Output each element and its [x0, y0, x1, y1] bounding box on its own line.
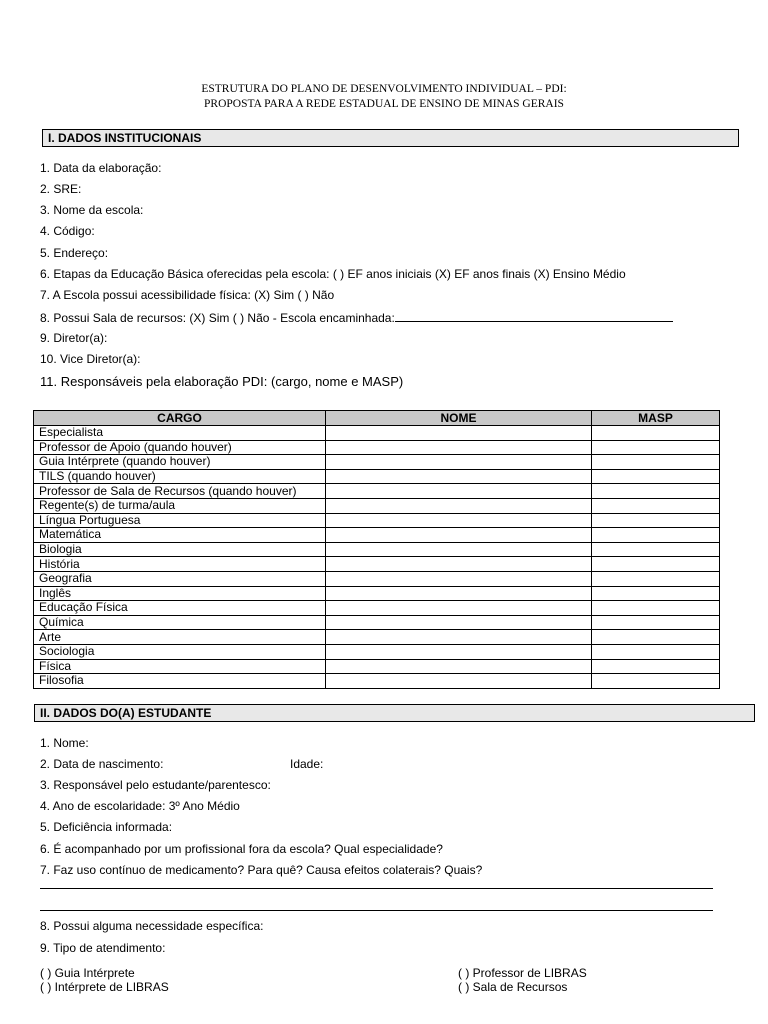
cell-masp[interactable] [592, 630, 720, 645]
cell-masp[interactable] [592, 513, 720, 528]
cell-cargo: Química [34, 615, 326, 630]
table-row [34, 615, 720, 630]
table-row [34, 630, 720, 645]
cell-cargo: Matemática [34, 528, 326, 543]
field-acompanhamento[interactable]: 6. É acompanhado por um profissional fora da escola? Qual especialidade? [40, 842, 443, 856]
cell-masp[interactable] [592, 542, 720, 557]
section-heading-student: II. DADOS DO(A) ESTUDANTE [34, 704, 755, 722]
escola-encaminhada-blank[interactable] [395, 310, 673, 322]
cell-cargo: Regente(s) de turma/aula [34, 498, 326, 513]
cell-nome[interactable] [326, 630, 592, 645]
cell-nome[interactable] [326, 498, 592, 513]
field-medicamento[interactable]: 7. Faz uso contínuo de medicamento? Para quê? Causa efeitos colaterais? Quais? [40, 863, 483, 877]
table-row [34, 674, 720, 689]
table-row [34, 498, 720, 513]
cell-masp[interactable] [592, 455, 720, 470]
cell-masp[interactable] [592, 601, 720, 616]
table-row [34, 586, 720, 601]
cell-nome[interactable] [326, 469, 592, 484]
option-professor-libras[interactable]: ( ) Professor de LIBRAS [458, 966, 587, 980]
table-row [34, 644, 720, 659]
cell-masp[interactable] [592, 571, 720, 586]
cell-nome[interactable] [326, 674, 592, 689]
cell-nome[interactable] [326, 601, 592, 616]
cell-nome[interactable] [326, 659, 592, 674]
option-guia-interprete[interactable]: ( ) Guia Intérprete [40, 966, 135, 980]
cell-cargo: Educação Física [34, 601, 326, 616]
column-header-nome: NOME [326, 411, 592, 426]
cell-cargo: TILS (quando houver) [34, 469, 326, 484]
table-row [34, 484, 720, 499]
cell-masp[interactable] [592, 644, 720, 659]
table-row [34, 513, 720, 528]
field-sala-recursos-label: 8. Possui Sala de recursos: (X) Sim ( ) Não - Escola encaminhada: [40, 311, 395, 325]
field-responsavel[interactable]: 3. Responsável pelo estudante/parentesco: [40, 778, 271, 792]
cell-nome[interactable] [326, 542, 592, 557]
cell-cargo: Física [34, 659, 326, 674]
field-nome-escola[interactable]: 3. Nome da escola: [40, 203, 144, 217]
field-vice-diretor[interactable]: 10. Vice Diretor(a): [40, 352, 141, 366]
option-sala-recursos[interactable]: ( ) Sala de Recursos [458, 980, 568, 994]
field-necessidade-especifica[interactable]: 8. Possui alguma necessidade específica: [40, 919, 264, 933]
table-row [34, 601, 720, 616]
cell-nome[interactable] [326, 455, 592, 470]
field-tipo-atendimento: 9. Tipo de atendimento: [40, 941, 166, 955]
table-row [34, 455, 720, 470]
cell-masp[interactable] [592, 484, 720, 499]
field-data-elaboracao[interactable]: 1. Data da elaboração: [40, 161, 162, 175]
staff-table [33, 410, 720, 689]
field-responsaveis: 11. Responsáveis pela elaboração PDI: (cargo, nome e MASP) [40, 374, 404, 389]
field-ano-escolaridade[interactable]: 4. Ano de escolaridade: 3º Ano Médio [40, 799, 240, 813]
table-row [34, 440, 720, 455]
field-idade[interactable]: Idade: [290, 757, 324, 771]
cell-masp[interactable] [592, 586, 720, 601]
title-line-1: ESTRUTURA DO PLANO DE DESENVOLVIMENTO INDIVIDUAL – PDI: [201, 83, 567, 95]
cell-nome[interactable] [326, 644, 592, 659]
table-row [34, 542, 720, 557]
cell-masp[interactable] [592, 557, 720, 572]
cell-cargo: Professor de Sala de Recursos (quando houver) [34, 484, 326, 499]
cell-nome[interactable] [326, 513, 592, 528]
field-sala-recursos[interactable] [40, 310, 673, 326]
cell-masp[interactable] [592, 528, 720, 543]
answer-line-1[interactable] [40, 888, 713, 889]
option-interprete-libras[interactable]: ( ) Intérprete de LIBRAS [40, 980, 169, 994]
field-data-nascimento[interactable]: 2. Data de nascimento: [40, 757, 164, 771]
cell-cargo: Sociologia [34, 644, 326, 659]
cell-nome[interactable] [326, 571, 592, 586]
title-line-2: PROPOSTA PARA A REDE ESTADUAL DE ENSINO DE MINAS GERAIS [204, 98, 564, 110]
cell-cargo: Filosofia [34, 674, 326, 689]
cell-masp[interactable] [592, 674, 720, 689]
cell-masp[interactable] [592, 469, 720, 484]
cell-masp[interactable] [592, 615, 720, 630]
table-row [34, 469, 720, 484]
table-row [34, 426, 720, 441]
cell-masp[interactable] [592, 440, 720, 455]
field-endereco[interactable]: 5. Endereço: [40, 246, 109, 260]
cell-cargo: Geografia [34, 571, 326, 586]
document-title [0, 82, 768, 112]
column-header-masp: MASP [592, 411, 720, 426]
field-etapas[interactable]: 6. Etapas da Educação Básica oferecidas pela escola: ( ) EF anos iniciais (X) EF anos finais (X) Ensino Médio [40, 267, 626, 281]
table-row [34, 571, 720, 586]
field-acessibilidade[interactable]: 7. A Escola possui acessibilidade física: (X) Sim ( ) Não [40, 288, 335, 302]
field-sre[interactable]: 2. SRE: [40, 182, 82, 196]
table-header-row [34, 411, 720, 426]
cell-cargo: Especialista [34, 426, 326, 441]
cell-cargo: Professor de Apoio (quando houver) [34, 440, 326, 455]
answer-line-2[interactable] [40, 910, 713, 911]
cell-nome[interactable] [326, 528, 592, 543]
cell-cargo: Arte [34, 630, 326, 645]
cell-nome[interactable] [326, 484, 592, 499]
cell-cargo: Guia Intérprete (quando houver) [34, 455, 326, 470]
cell-nome[interactable] [326, 426, 592, 441]
column-header-cargo: CARGO [34, 411, 326, 426]
table-row [34, 659, 720, 674]
section-heading-institutional: I. DADOS INSTITUCIONAIS [42, 129, 739, 147]
cell-nome[interactable] [326, 557, 592, 572]
table-row [34, 528, 720, 543]
staff-table-body [34, 426, 720, 689]
cell-cargo: Biologia [34, 542, 326, 557]
field-deficiencia[interactable]: 5. Deficiência informada: [40, 820, 173, 834]
cell-masp[interactable] [592, 659, 720, 674]
cell-cargo: História [34, 557, 326, 572]
cell-masp[interactable] [592, 426, 720, 441]
cell-nome[interactable] [326, 615, 592, 630]
cell-cargo: Língua Portuguesa [34, 513, 326, 528]
cell-cargo: Inglês [34, 586, 326, 601]
field-nome-estudante[interactable]: 1. Nome: [40, 736, 89, 750]
cell-masp[interactable] [592, 498, 720, 513]
field-codigo[interactable]: 4. Código: [40, 224, 95, 238]
cell-nome[interactable] [326, 440, 592, 455]
field-diretor[interactable]: 9. Diretor(a): [40, 331, 108, 345]
table-row [34, 557, 720, 572]
cell-nome[interactable] [326, 586, 592, 601]
